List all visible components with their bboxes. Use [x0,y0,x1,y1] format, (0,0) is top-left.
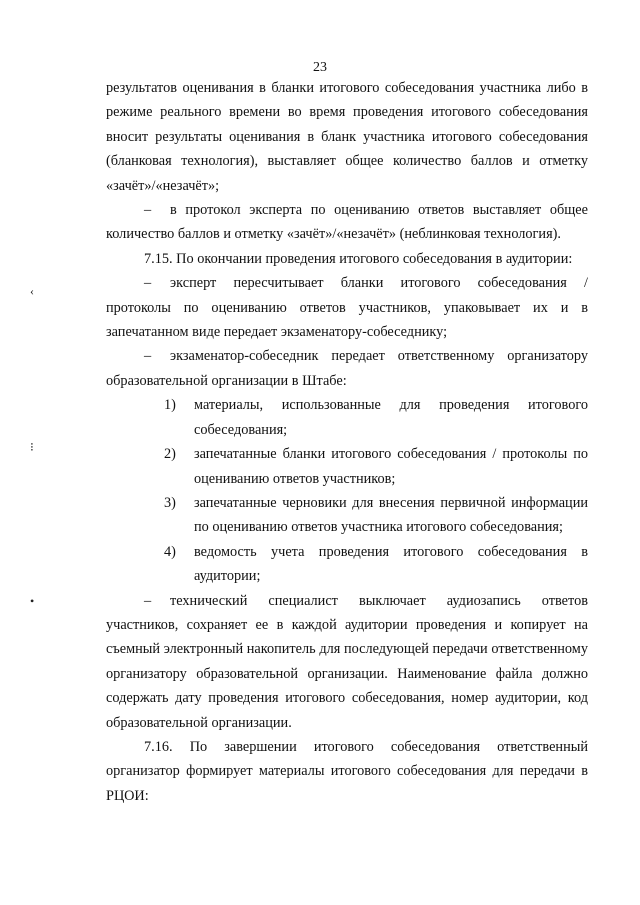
paragraph-2-text: в протокол эксперта по оцениванию ответов выставляет общее количество баллов и отметку «зачёт»/«незачёт» (неблинковая технология). [106,202,588,243]
list-item-text: ведомость учета проведения итогового собеседования в аудитории; [194,543,588,585]
list-item [106,393,588,442]
section-7-16: 7.16. По завершении итогового собеседования ответственный организатор формирует материалы итогового собеседования для передачи в РЦОИ: [106,738,588,804]
list-item [106,540,588,589]
list-item-number: 2) [164,446,176,463]
document-body [106,76,588,808]
list-item [106,491,588,540]
dash-marker: – [144,202,152,219]
paragraph-1: результатов оценивания в бланки итогового собеседования участника либо в режиме реального времени во время проведения итогового собеседования вносит результаты оценивания в бланк участника итогового собеседования (бланковая технология), выставляет общее количество баллов и отметку «зачёт»/«незачёт»; [106,80,588,194]
paragraph-5-text: экзаменатор-собеседник передает ответственному организатору образовательной организации в Штабе: [106,348,588,389]
list-item-text: материалы, использованные для проведения итогового собеседования; [194,397,588,438]
page-number: 23 [313,60,327,75]
list-item-number: 4) [164,543,176,560]
dash-marker: – [144,592,152,609]
list-item-text: запечатанные черновики для внесения первичной информации по оцениванию ответов участника итогового собеседования; [194,494,588,536]
paragraph-4-text: эксперт пересчитывает бланки итогового собеседования / протоколы по оцениванию ответов участников, упаковывает их и в запечатанном виде передает экзаменатору-собеседнику; [106,275,588,341]
margin-mark: ⁝ [30,440,34,454]
margin-mark: ‹ [30,284,34,298]
paragraph-4 [106,271,588,344]
dash-marker: – [144,275,152,292]
section-7-15: 7.15. По окончании проведения итогового собеседования в аудитории: [144,250,573,267]
dash-marker: – [144,348,152,365]
list-item [106,442,588,491]
margin-mark: • [30,594,35,608]
list-item-number: 3) [164,494,176,511]
list-item-text: запечатанные бланки итогового собеседования / протоколы по оцениванию ответов участников; [194,446,588,487]
list-item-number: 1) [164,397,176,414]
paragraph-5 [106,344,588,393]
paragraph-2 [106,198,588,247]
materials-list [106,393,588,588]
paragraph-6-text: технический специалист выключает аудиозапись ответов участников, сохраняет ее в каждой аудитории проведения и копирует на съемный электронный накопитель для последующей передачи ответственному организатору образовательной организации. Наименование файла должно содержать дату проведения итогового собеседования, номер аудитории, код образовательной организации. [106,592,588,731]
paragraph-6 [106,589,588,735]
